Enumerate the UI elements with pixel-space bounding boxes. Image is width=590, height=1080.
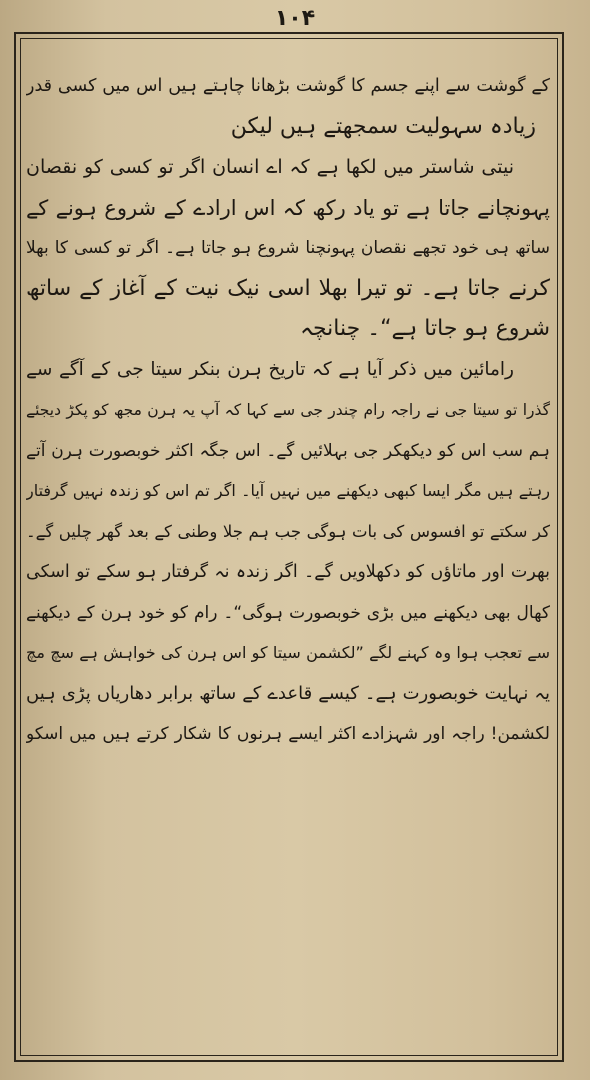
text-line: زیادہ سہولیت سمجھتے ہیں لیکن xyxy=(230,113,536,139)
text-line: کھال بھی دیکھنے میں بڑی خوبصورت ہوگی“۔ رام کو خود ہرن کے دیکھنے xyxy=(26,602,550,623)
urdu-text-body xyxy=(26,66,550,1046)
text-line: کرنے جاتا ہے۔ تو تیرا بھلا اسی نیک نیت کے آغاز کے ساتھ xyxy=(26,275,550,301)
text-line: لکشمن! راجہ اور شہزادے اکثر ایسے ہرنوں کا شکار کرتے ہیں میں اسکو xyxy=(26,724,550,744)
text-line: کر سکتے تو افسوس کی بات ہوگی جب ہم جلا وطنی کے بعد گھر چلیں گے۔ xyxy=(26,521,550,541)
text-line: سے تعجب ہوا وہ کہنے لگے ”لکشمن سیتا کو اس ہرن کی خواہش ہے سچ مچ xyxy=(26,643,550,662)
text-line: بھرت اور ماتاؤں کو دکھلاویں گے۔ اگر زندہ نہ گرفتار ہو سکے تو اسکی xyxy=(26,562,550,582)
text-line: پہونچانے جاتا ہے تو یاد رکھ کہ اس ارادے کے شروع ہونے کے xyxy=(26,195,550,220)
text-line: رامائین میں ذکر آیا ہے کہ تاریخ ہرن بنکر سیتا جی کے آگے سے xyxy=(26,358,514,380)
page-number: ۱۰۴ xyxy=(274,6,316,31)
text-line: ساتھ ہی خود تجھے نقصان پہونچنا شروع ہو جاتا ہے۔ اگر تو کسی کا بھلا xyxy=(26,238,550,258)
text-line: نیتی شاستر میں لکھا ہے کہ اے انسان اگر تو کسی کو نقصان xyxy=(26,156,514,178)
text-line: گذرا تو سیتا جی نے راجہ رام چندر جی سے کہا کہ آپ یہ ہرن مجھ کو پکڑ دیجئے xyxy=(26,401,550,419)
text-line: رہتے ہیں مگر ایسا کبھی دیکھنے میں نہیں آیا۔ اگر تم اس کو زندہ نہیں گرفتار xyxy=(26,481,550,500)
text-line: یہ نہایت خوبصورت ہے۔ کیسے قاعدے کے ساتھ برابر دھاریاں پڑی ہیں xyxy=(26,682,550,704)
text-line: کے گوشت سے اپنے جسم کا گوشت بڑھانا چاہتے ہیں اس میں کسی قدر xyxy=(26,76,550,96)
text-line: ہم سب اس کو دیکھکر جی بہلائیں گے۔ اس جگہ اکثر خوبصورت ہرن آتے xyxy=(26,440,550,461)
text-line: شروع ہو جاتا ہے“۔ چنانچہ xyxy=(300,316,550,341)
